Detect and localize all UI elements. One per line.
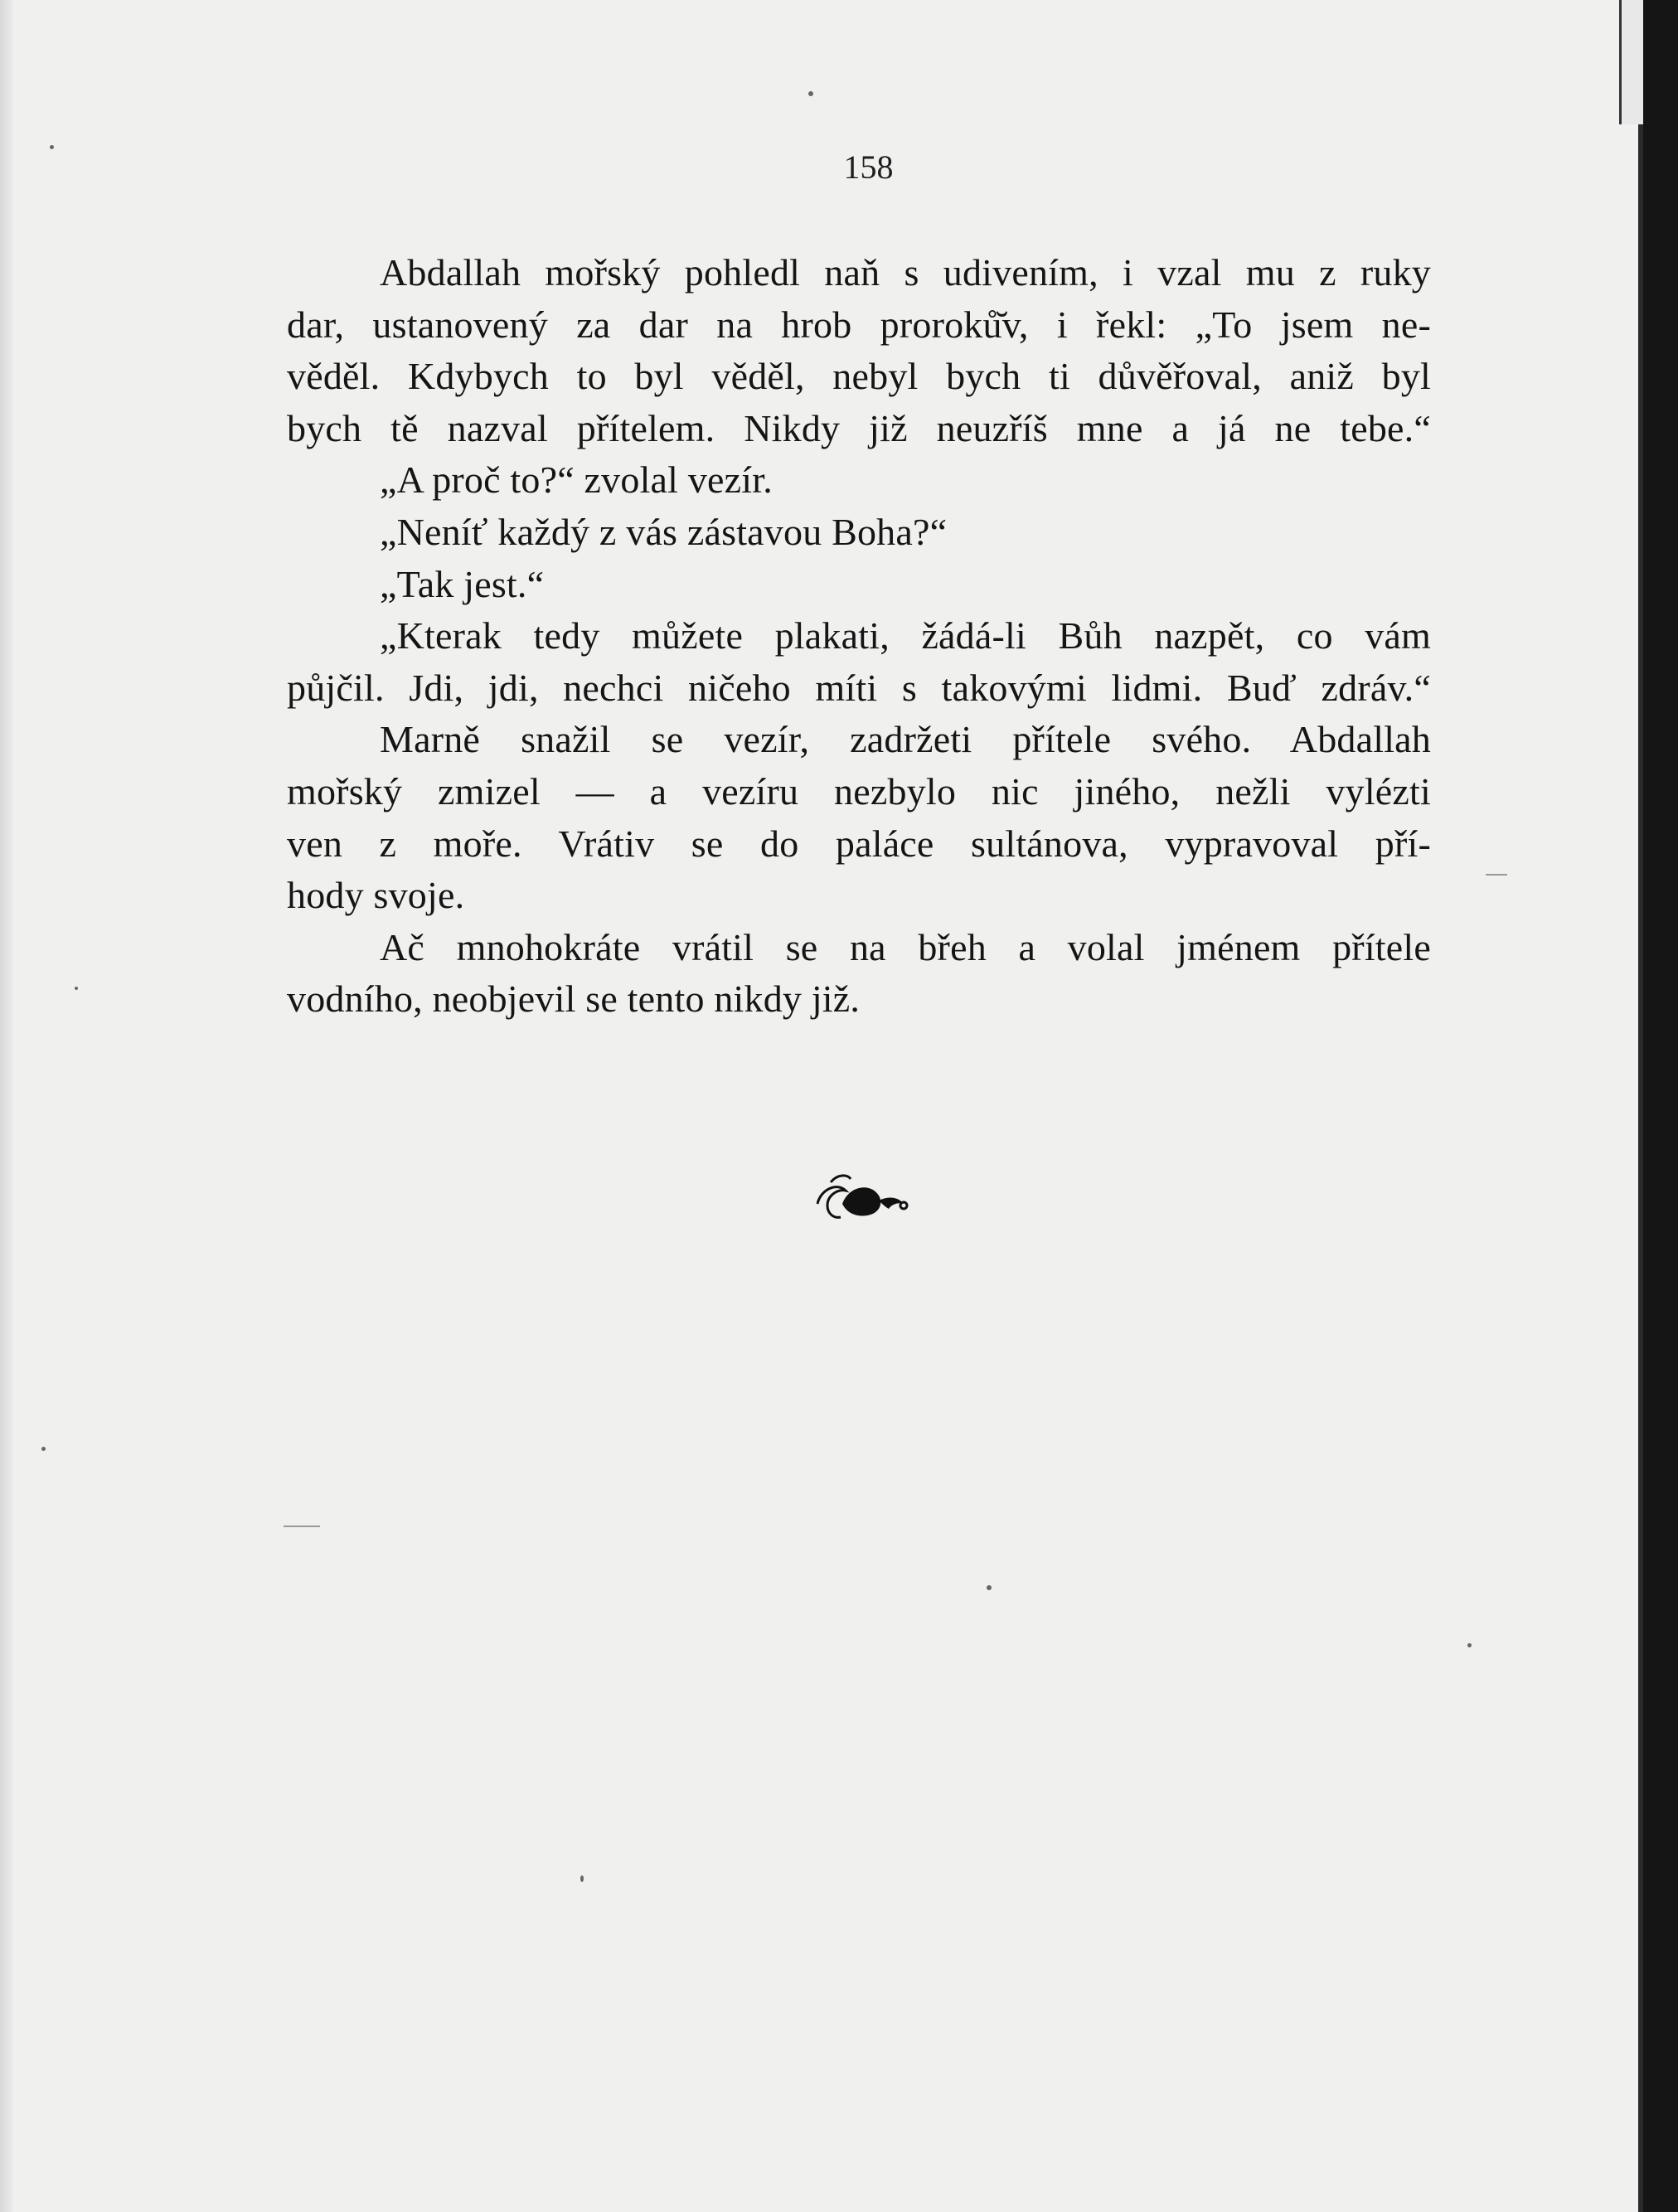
paragraph-line: Marně snažil se vezír, zadržeti přítele svého. Abdallah <box>380 718 1431 761</box>
body-text <box>287 247 1431 1026</box>
paragraph-line: mořský zmizel — a vezíru nezbylo nic jiného, nežli vylézti <box>287 769 1431 813</box>
scan-speck <box>580 1875 584 1882</box>
page-left-edge <box>0 0 13 2212</box>
leaf-fleuron-icon <box>812 1171 910 1229</box>
scan-speck <box>808 91 813 96</box>
paragraph-line: „Tak jest.“ <box>380 562 545 605</box>
scan-speck <box>1467 1643 1472 1647</box>
paragraph-line: ven z moře. Vrátiv se do paláce sultánova, vypravoval pří- <box>287 822 1431 865</box>
paragraph-line: „A proč to?“ zvolal vezír. <box>380 458 773 502</box>
paragraph-line: hody svoje. <box>287 874 465 917</box>
scan-speck <box>75 987 78 990</box>
paragraph-line: Abdallah mořský pohledl naň s udivením, i vzal mu z ruky <box>380 251 1431 293</box>
scan-mark <box>1486 874 1507 876</box>
paragraph-line: dar, ustanovený za dar na hrob proroků̆v, i řekl: „To jsem ne- <box>287 303 1431 346</box>
paragraph-line: věděl. Kdybych to byl věděl, nebyl bych ti důvěřoval, aniž byl <box>287 355 1431 398</box>
page-number: 158 <box>843 148 894 186</box>
binding-strip <box>1619 0 1643 124</box>
paragraph-line: Ač mnohokráte vrátil se na břeh a volal jménem přítele <box>380 925 1431 968</box>
scan-speck <box>41 1447 46 1451</box>
paragraph-line: „Neníť každý z vás zástavou Boha?“ <box>380 510 948 553</box>
paragraph-line: půjčil. Jdi, jdi, nechci ničeho míti s takovými lidmi. Buď zdráv.“ <box>287 666 1431 709</box>
paragraph-line: vodního, neobjevil se tento nikdy již. <box>287 977 861 1021</box>
paragraph-line: „Kterak tedy můžete plakati, žádá-li Bůh nazpět, co vám <box>380 614 1431 657</box>
scan-speck <box>987 1585 992 1590</box>
scan-mark <box>284 1526 320 1527</box>
paragraph-line: bych tě nazval přítelem. Nikdy již neuzříš mne a já ne tebe.“ <box>287 406 1431 449</box>
scan-speck <box>50 145 54 149</box>
book-binding-edge <box>1643 0 1678 2212</box>
